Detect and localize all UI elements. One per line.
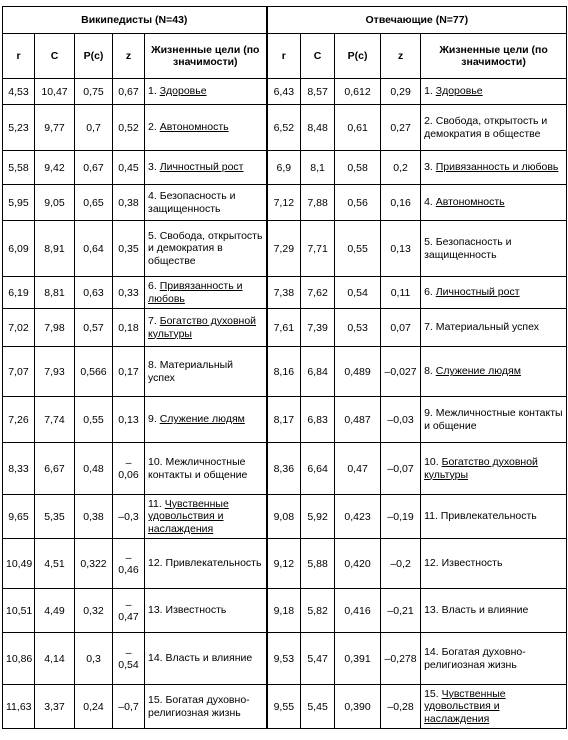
cell-pc: 0,32	[75, 589, 113, 633]
cell-r: 9,55	[267, 685, 301, 729]
cell-r: 7,61	[267, 309, 301, 347]
cell-z: –0,46	[113, 539, 145, 589]
cell-pc: 0,55	[335, 221, 381, 277]
cell-r: 8,36	[267, 443, 301, 495]
col-header-pc: P(c)	[75, 34, 113, 79]
table-row	[3, 221, 567, 277]
col-header-r: r	[3, 34, 35, 79]
cell-c: 8,1	[301, 151, 335, 185]
values-table	[2, 6, 567, 729]
cell-c: 8,81	[35, 277, 75, 309]
cell-pc: 0,489	[335, 347, 381, 397]
cell-r: 9,08	[267, 495, 301, 539]
goal-rank: 5.	[424, 236, 436, 248]
col-header-goals: Жизненные цели (по значимости)	[145, 34, 267, 79]
cell-pc: 0,48	[75, 443, 113, 495]
goal-text: Привязанность и любовь	[435, 161, 559, 174]
cell-z: 0,45	[113, 151, 145, 185]
cell-c: 7,98	[35, 309, 75, 347]
cell-pc: 0,63	[75, 277, 113, 309]
cell-pc: 0,566	[75, 347, 113, 397]
goal-cell	[145, 185, 267, 221]
cell-z: –0,19	[381, 495, 421, 539]
cell-pc: 0,487	[335, 397, 381, 443]
goal-cell	[421, 495, 567, 539]
column-header-row	[3, 34, 567, 79]
cell-r: 8,33	[3, 443, 35, 495]
goal-cell	[145, 309, 267, 347]
cell-z: –0,21	[381, 589, 421, 633]
goal-text: Привлекательность	[440, 510, 537, 523]
goal-text: Свобода, открытость и демократия в обществе	[424, 115, 548, 140]
goal-text: Власть и влияние	[441, 604, 529, 617]
cell-r: 7,02	[3, 309, 35, 347]
col-header-z: z	[113, 34, 145, 79]
goal-text: Здоровье	[159, 85, 207, 98]
cell-r: 8,16	[267, 347, 301, 397]
goal-rank: 6.	[148, 280, 160, 292]
goal-rank: 15.	[148, 694, 166, 706]
goal-rank: 14.	[148, 652, 166, 665]
cell-r: 5,95	[3, 185, 35, 221]
cell-z: 0,27	[381, 105, 421, 151]
cell-r: 7,38	[267, 277, 301, 309]
goal-cell	[421, 397, 567, 443]
cell-z: 0,29	[381, 79, 421, 105]
cell-c: 9,05	[35, 185, 75, 221]
cell-c: 5,35	[35, 495, 75, 539]
cell-pc: 0,55	[75, 397, 113, 443]
goal-rank: 14.	[424, 646, 442, 658]
goal-cell	[421, 443, 567, 495]
goal-cell	[145, 397, 267, 443]
table-row	[3, 79, 567, 105]
group-header-respondents: Отвечающие (N=77)	[267, 7, 567, 34]
goal-cell	[421, 589, 567, 633]
cell-c: 8,48	[301, 105, 335, 151]
cell-z: 0,35	[113, 221, 145, 277]
cell-z: –0,54	[113, 633, 145, 685]
cell-pc: 0,416	[335, 589, 381, 633]
cell-pc: 0,75	[75, 79, 113, 105]
goal-cell	[421, 633, 567, 685]
goal-cell	[421, 277, 567, 309]
goal-text: Служение людям	[159, 413, 245, 426]
goal-text: Служение людям	[435, 365, 521, 378]
table-row	[3, 309, 567, 347]
cell-pc: 0,322	[75, 539, 113, 589]
table-row	[3, 277, 567, 309]
cell-c: 3,37	[35, 685, 75, 729]
cell-z: –0,027	[381, 347, 421, 397]
cell-c: 7,74	[35, 397, 75, 443]
cell-r: 10,51	[3, 589, 35, 633]
cell-z: 0,07	[381, 309, 421, 347]
cell-c: 5,88	[301, 539, 335, 589]
cell-z: 0,16	[381, 185, 421, 221]
cell-z: 0,33	[113, 277, 145, 309]
goal-rank: 4.	[424, 196, 436, 209]
goal-text: Безопасность и защищенность	[424, 236, 512, 261]
goal-text: Известность	[165, 604, 227, 617]
goal-rank: 11.	[424, 510, 441, 523]
cell-r: 7,26	[3, 397, 35, 443]
table-row	[3, 397, 567, 443]
table-row	[3, 495, 567, 539]
table-row	[3, 539, 567, 589]
cell-c: 5,82	[301, 589, 335, 633]
col-header-r: r	[267, 34, 301, 79]
col-header-pc: P(c)	[335, 34, 381, 79]
cell-pc: 0,54	[335, 277, 381, 309]
goal-text: Богатство духовной культуры	[148, 315, 257, 340]
cell-c: 6,84	[301, 347, 335, 397]
goal-cell	[145, 495, 267, 539]
group-header-row	[3, 7, 567, 34]
goal-text: Автономность	[435, 196, 505, 209]
cell-c: 4,51	[35, 539, 75, 589]
cell-c: 5,45	[301, 685, 335, 729]
goal-text: Здоровье	[435, 85, 483, 98]
goal-rank: 1.	[424, 85, 436, 98]
table-row	[3, 685, 567, 729]
cell-pc: 0,64	[75, 221, 113, 277]
cell-z: –0,07	[381, 443, 421, 495]
goal-cell	[145, 79, 267, 105]
goal-text: Богатая духовно-религиозная жизнь	[424, 646, 526, 671]
cell-z: –0,03	[381, 397, 421, 443]
goal-rank: 7.	[424, 321, 436, 334]
goal-text: Материальный успех	[435, 321, 539, 334]
table-row	[3, 151, 567, 185]
cell-r: 6,43	[267, 79, 301, 105]
cell-r: 11,63	[3, 685, 35, 729]
goal-rank: 15.	[424, 687, 442, 700]
cell-z: 0,67	[113, 79, 145, 105]
cell-c: 5,47	[301, 633, 335, 685]
cell-c: 7,62	[301, 277, 335, 309]
table-row	[3, 443, 567, 495]
cell-r: 5,58	[3, 151, 35, 185]
cell-pc: 0,56	[335, 185, 381, 221]
cell-r: 7,29	[267, 221, 301, 277]
cell-c: 7,71	[301, 221, 335, 277]
goal-rank: 3.	[148, 161, 160, 174]
goal-cell	[145, 633, 267, 685]
cell-c: 5,92	[301, 495, 335, 539]
goal-cell	[145, 151, 267, 185]
cell-z: –0,06	[113, 443, 145, 495]
goal-rank: 9.	[148, 413, 160, 426]
goal-cell	[421, 539, 567, 589]
cell-r: 5,23	[3, 105, 35, 151]
goal-text: Богатство духовной культуры	[424, 456, 538, 481]
cell-z: 0,2	[381, 151, 421, 185]
cell-pc: 0,53	[335, 309, 381, 347]
cell-r: 9,12	[267, 539, 301, 589]
goal-cell	[421, 151, 567, 185]
cell-z: –0,47	[113, 589, 145, 633]
table-body	[3, 79, 567, 729]
cell-z: 0,13	[113, 397, 145, 443]
col-header-z: z	[381, 34, 421, 79]
goal-text: Богатая духовно-религиозная жизнь	[148, 694, 250, 719]
cell-r: 6,9	[267, 151, 301, 185]
goal-rank: 11.	[148, 497, 165, 510]
goal-cell	[421, 79, 567, 105]
cell-z: –0,7	[113, 685, 145, 729]
goal-cell	[421, 185, 567, 221]
cell-r: 7,12	[267, 185, 301, 221]
goal-text: Свобода, открытость и демократия в обществе	[148, 229, 263, 267]
goal-text: Чувственные удовольствия и наслаждения	[424, 687, 506, 725]
cell-r: 6,09	[3, 221, 35, 277]
cell-c: 8,91	[35, 221, 75, 277]
cell-r: 9,65	[3, 495, 35, 539]
cell-z: 0,17	[113, 347, 145, 397]
table-row	[3, 185, 567, 221]
cell-r: 10,86	[3, 633, 35, 685]
cell-pc: 0,38	[75, 495, 113, 539]
goal-text: Безопасность и защищенность	[148, 190, 236, 215]
cell-pc: 0,3	[75, 633, 113, 685]
cell-c: 4,49	[35, 589, 75, 633]
cell-pc: 0,24	[75, 685, 113, 729]
cell-pc: 0,391	[335, 633, 381, 685]
cell-c: 6,83	[301, 397, 335, 443]
goal-text: Личностный рост	[159, 161, 244, 174]
cell-pc: 0,423	[335, 495, 381, 539]
table-row	[3, 347, 567, 397]
goal-cell	[145, 105, 267, 151]
goal-rank: 13.	[148, 604, 166, 617]
cell-r: 10,49	[3, 539, 35, 589]
goal-rank: 10.	[424, 456, 442, 468]
group-header-wikipedians: Википедисты (N=43)	[3, 7, 267, 34]
cell-c: 7,93	[35, 347, 75, 397]
goal-rank: 4.	[148, 190, 160, 202]
cell-pc: 0,57	[75, 309, 113, 347]
cell-c: 10,47	[35, 79, 75, 105]
goal-rank: 2.	[148, 121, 160, 134]
cell-z: 0,52	[113, 105, 145, 151]
goal-rank: 9.	[424, 407, 436, 419]
cell-pc: 0,7	[75, 105, 113, 151]
cell-c: 4,14	[35, 633, 75, 685]
goal-cell	[145, 277, 267, 309]
col-header-goals: Жизненные цели (по значимости)	[421, 34, 567, 79]
goal-text: Чувственные удовольствия и наслаждения	[148, 497, 229, 535]
cell-pc: 0,67	[75, 151, 113, 185]
col-header-c: C	[301, 34, 335, 79]
goal-rank: 2.	[424, 115, 436, 127]
goal-cell	[145, 539, 267, 589]
table-row	[3, 105, 567, 151]
cell-c: 6,64	[301, 443, 335, 495]
goal-text: Привязанность и любовь	[148, 280, 243, 305]
cell-c: 6,67	[35, 443, 75, 495]
cell-pc: 0,390	[335, 685, 381, 729]
goal-cell	[145, 221, 267, 277]
cell-pc: 0,58	[335, 151, 381, 185]
goal-rank: 8.	[424, 365, 436, 378]
goal-rank: 8.	[148, 359, 160, 371]
cell-z: 0,18	[113, 309, 145, 347]
goal-cell	[145, 347, 267, 397]
cell-z: 0,13	[381, 221, 421, 277]
goal-rank: 5.	[148, 229, 160, 242]
cell-c: 9,77	[35, 105, 75, 151]
cell-z: –0,28	[381, 685, 421, 729]
goal-cell	[145, 685, 267, 729]
goal-rank: 7.	[148, 315, 160, 327]
goal-rank: 6.	[424, 286, 436, 299]
cell-r: 4,53	[3, 79, 35, 105]
cell-z: 0,38	[113, 185, 145, 221]
cell-pc: 0,612	[335, 79, 381, 105]
goal-cell	[421, 105, 567, 151]
cell-c: 7,39	[301, 309, 335, 347]
cell-c: 8,57	[301, 79, 335, 105]
goal-rank: 1.	[148, 85, 160, 98]
cell-pc: 0,420	[335, 539, 381, 589]
cell-z: –0,2	[381, 539, 421, 589]
goal-text: Межличностные контакты и общение	[424, 407, 563, 432]
goal-rank: 10.	[148, 456, 166, 468]
goal-text: Власть и влияние	[165, 652, 253, 665]
goal-cell	[145, 443, 267, 495]
goal-text: Личностный рост	[435, 286, 520, 299]
table-row	[3, 633, 567, 685]
cell-z: 0,11	[381, 277, 421, 309]
goal-cell	[421, 309, 567, 347]
cell-pc: 0,47	[335, 443, 381, 495]
cell-r: 6,52	[267, 105, 301, 151]
goal-rank: 12.	[148, 557, 166, 570]
goal-text: Межличностные контакты и общение	[148, 456, 248, 481]
goal-cell	[421, 221, 567, 277]
goal-text: Автономность	[159, 121, 229, 134]
cell-r: 9,53	[267, 633, 301, 685]
cell-r: 7,07	[3, 347, 35, 397]
goal-cell	[421, 347, 567, 397]
cell-r: 8,17	[267, 397, 301, 443]
goal-text: Известность	[441, 557, 503, 570]
goal-cell	[145, 589, 267, 633]
goal-rank: 13.	[424, 604, 442, 617]
cell-r: 6,19	[3, 277, 35, 309]
goal-text: Материальный успех	[148, 359, 234, 384]
cell-z: –0,3	[113, 495, 145, 539]
cell-c: 9,42	[35, 151, 75, 185]
goal-text: Привлекательность	[165, 557, 262, 570]
cell-z: –0,278	[381, 633, 421, 685]
goal-rank: 3.	[424, 161, 436, 174]
cell-c: 7,88	[301, 185, 335, 221]
cell-r: 9,18	[267, 589, 301, 633]
goal-cell	[421, 685, 567, 729]
cell-pc: 0,61	[335, 105, 381, 151]
col-header-c: C	[35, 34, 75, 79]
cell-pc: 0,65	[75, 185, 113, 221]
table-row	[3, 589, 567, 633]
goal-rank: 12.	[424, 557, 442, 570]
